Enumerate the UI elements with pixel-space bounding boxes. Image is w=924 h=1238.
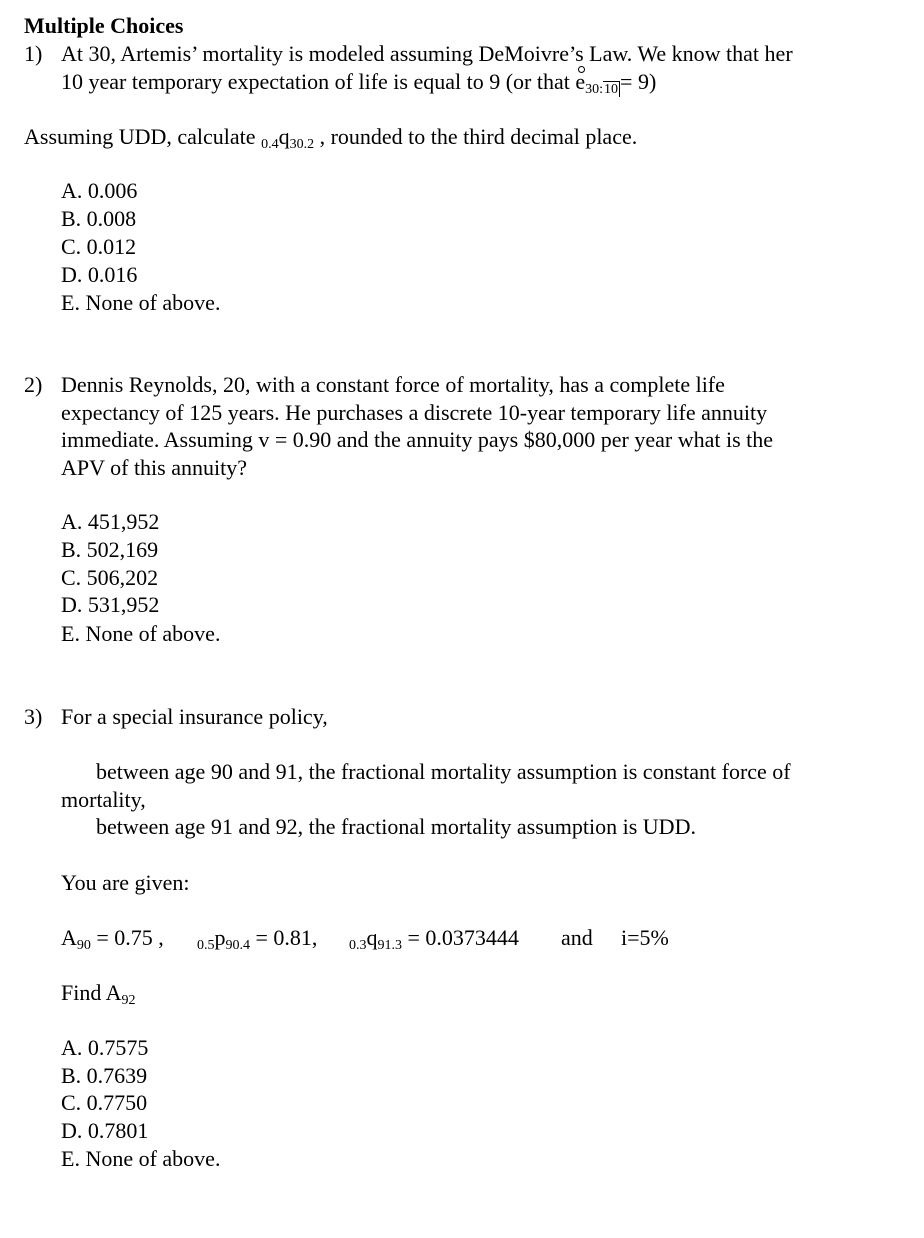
condition-line: mortality, <box>61 787 146 812</box>
section-heading: Multiple Choices <box>24 13 184 38</box>
answer-option: A. 451,952 <box>61 509 160 534</box>
answer-option: E. None of above. <box>61 1146 221 1171</box>
question-number: 3) <box>24 704 43 729</box>
answer-option: C. 506,202 <box>61 565 159 590</box>
question-prompt: Assuming UDD, calculate 0.4q30.2 , rounded to the third decimal place. <box>24 124 638 152</box>
given-interest: i=5% <box>621 925 669 950</box>
e-circle-symbol: e <box>575 69 586 94</box>
question-text-line: 10 year temporary expectation of life is equal to 9 (or that e30:10= 9) <box>61 69 657 97</box>
answer-option: E. None of above. <box>61 290 221 315</box>
question-number: 2) <box>24 372 43 397</box>
given-label: You are given: <box>61 870 190 895</box>
condition-line: between age 91 and 92, the fractional mortality assumption is UDD. <box>96 814 696 839</box>
condition-line: between age 90 and 91, the fractional mortality assumption is constant force of <box>96 759 791 784</box>
answer-option: D. 0.016 <box>61 262 138 287</box>
given-values: 0.3q91.3 = 0.0373444 <box>349 925 519 953</box>
subscript: 30: <box>585 82 604 97</box>
answer-option: D. 531,952 <box>61 592 160 617</box>
answer-option: B. 502,169 <box>61 537 159 562</box>
answer-option: C. 0.012 <box>61 234 137 259</box>
question-text-line: immediate. Assuming v = 0.90 and the annuity pays $80,000 per year what is the <box>61 427 774 452</box>
find-label: Find A92 <box>61 980 136 1008</box>
answer-option: A. 0.7575 <box>61 1035 149 1060</box>
answer-option: B. 0.7639 <box>61 1063 148 1088</box>
given-values: 0.5p90.4 = 0.81, <box>197 925 318 953</box>
answer-option: B. 0.008 <box>61 206 137 231</box>
question-text-line: APV of this annuity? <box>61 455 247 480</box>
answer-option: E. None of above. <box>61 621 221 646</box>
question-number: 1) <box>24 41 43 66</box>
question-text-line: expectancy of 125 years. He purchases a discrete 10-year temporary life annuity <box>61 400 768 425</box>
answer-option: A. 0.006 <box>61 178 138 203</box>
given-and: and <box>561 925 593 950</box>
answer-option: D. 0.7801 <box>61 1118 149 1143</box>
question-text-line: For a special insurance policy, <box>61 704 328 729</box>
angle-subscript: 10 <box>604 82 619 97</box>
answer-option: C. 0.7750 <box>61 1090 148 1115</box>
question-text-line: At 30, Artemis’ mortality is modeled assuming DeMoivre’s Law. We know that her <box>61 41 793 66</box>
question-text-line: Dennis Reynolds, 20, with a constant force of mortality, has a complete life <box>61 372 725 397</box>
given-values: A90 = 0.75 , <box>61 925 164 953</box>
